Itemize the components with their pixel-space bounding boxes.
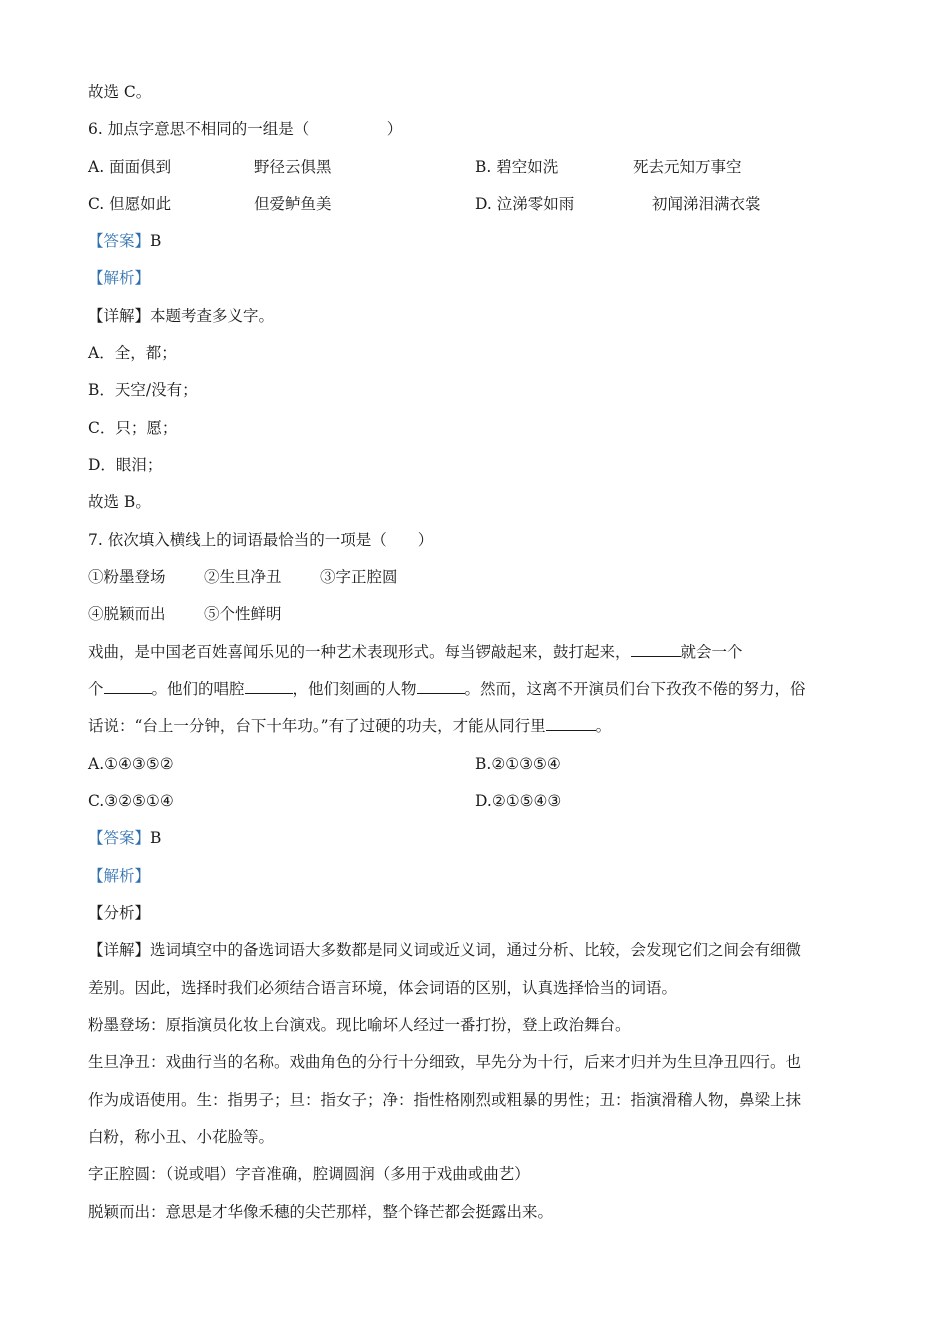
option-text: ①④③⑤②: [104, 755, 174, 773]
q7-explain-2a: 生旦净丑：戏曲行当的名称。戏曲角色的分行十分细致，早先分为十行，后来才归并为生旦净丑四行。也: [88, 1053, 802, 1071]
q7-explain-4: 脱颖而出：意思是才华像禾穗的尖芒那样，整个锋芒都会挺露出来。: [88, 1203, 554, 1221]
q6-option-a-phrase: 野径云俱黑: [254, 158, 332, 176]
passage-text: 。: [595, 717, 612, 735]
passage-text: 就会一个: [680, 643, 743, 661]
option-letter: C.: [88, 792, 105, 810]
q6-option-d-phrase: 初闻涕泪满衣裳: [652, 195, 761, 213]
q6-analysis-tag: 【解析】: [88, 269, 151, 287]
q7-option-d: [475, 791, 561, 811]
option-letter: C.: [88, 195, 105, 213]
q7-analysis-tag: 【解析】: [88, 867, 151, 885]
option-letter: D.: [475, 792, 492, 810]
q6-answer: [88, 231, 161, 251]
q6-note-c: C．只；愿；: [88, 419, 178, 437]
answer-value: B: [150, 232, 162, 250]
q7-word-3: ③字正腔圆: [320, 568, 398, 586]
q6-conclusion: 故选 B。: [88, 493, 151, 511]
passage-text: 。然而，这离不开演员们台下孜孜不倦的努力，俗: [464, 680, 806, 698]
q7-word-2: ②生旦净丑: [204, 568, 282, 586]
option-letter: B.: [475, 755, 492, 773]
q6-option-c-phrase: 但爱鲈鱼美: [254, 195, 332, 213]
option-text: 面面俱到: [109, 158, 172, 176]
option-letter: B.: [475, 158, 492, 176]
answer-tag: 【答案】: [88, 232, 151, 250]
fill-blank-3[interactable]: [245, 679, 293, 694]
fill-blank-4[interactable]: [417, 679, 465, 694]
q6-note-d: D．眼泪；: [88, 456, 163, 474]
passage-text: ，他们刻画的人物: [292, 680, 417, 698]
passage-text: 个: [88, 680, 104, 698]
answer-tag: 【答案】: [88, 829, 151, 847]
q7-explain-3: 字正腔圆：（说或唱）字音准确，腔调圆润（多用于戏曲或曲艺）: [88, 1165, 530, 1183]
q7-passage-line-2: [88, 679, 806, 699]
q7-explain-2b: 作为成语使用。生：指男子；旦：指女子；净：指性格刚烈或粗暴的男性；丑：指演滑稽人物，鼻梁上抹: [88, 1091, 802, 1109]
option-text: ②①③⑤④: [491, 755, 561, 773]
prev-conclusion: 故选 C。: [88, 83, 152, 101]
q7-option-c: [88, 791, 174, 811]
q6-note-a: A．全，都；: [88, 344, 177, 362]
option-letter: A.: [88, 755, 105, 773]
q7-detail-line-2: 差别。因此，选择时我们必须结合语言环境，体会词语的区别，认真选择恰当的词语。: [88, 979, 678, 997]
passage-text: 话说：“台上一分钟，台下十年功。”有了过硬的功夫，才能从同行里: [88, 717, 546, 735]
q7-answer: [88, 828, 161, 848]
detail-text: 选词填空中的备选词语大多数都是同义词或近义词，通过分析、比较，会发现它们之间会有细微: [150, 941, 802, 959]
q6-option-c: [88, 194, 171, 214]
option-text: 泣涕零如雨: [496, 195, 575, 213]
passage-text: 。他们的唱腔: [151, 680, 245, 698]
option-text: 碧空如洗: [496, 158, 559, 176]
q7-explain-2c: 白粉，称小丑、小花脸等。: [88, 1128, 275, 1146]
detail-text: 本题考查多义字。: [150, 307, 275, 325]
option-letter: D.: [475, 195, 492, 213]
q6-stem: 6. 加点字意思不相同的一组是（ ）: [88, 120, 403, 138]
q6-detail: [88, 306, 274, 326]
q7-passage-line-3: [88, 716, 611, 736]
option-text: ②①⑤④③: [491, 792, 562, 810]
option-text: ③②⑤①④: [104, 792, 174, 810]
fill-blank-5[interactable]: [546, 716, 596, 731]
detail-tag: 【详解】: [88, 307, 151, 325]
q6-option-b-phrase: 死去元知万事空: [633, 158, 742, 176]
option-text: 但愿如此: [109, 195, 172, 213]
q7-fenxi-tag: 【分析】: [88, 904, 151, 922]
detail-tag: 【详解】: [88, 941, 151, 959]
answer-value: B: [150, 829, 162, 847]
passage-text: 戏曲，是中国老百姓喜闻乐见的一种艺术表现形式。每当锣敲起来，鼓打起来，: [88, 643, 631, 661]
q6-option-b: [475, 157, 558, 177]
q7-word-1: ①粉墨登场: [88, 568, 166, 586]
q7-word-4: ④脱颖而出: [88, 605, 166, 623]
q7-option-a: [88, 754, 174, 774]
q7-option-b: [475, 754, 561, 774]
q6-option-a: [88, 157, 171, 177]
q7-explain-1: 粉墨登场：原指演员化妆上台演戏。现比喻坏人经过一番打扮，登上政治舞台。: [88, 1016, 631, 1034]
fill-blank-1[interactable]: [631, 642, 681, 657]
q6-note-b: B．天空/没有；: [88, 381, 198, 399]
option-letter: A.: [88, 158, 105, 176]
fill-blank-2[interactable]: [104, 679, 152, 694]
q7-word-5: ⑤个性鲜明: [204, 605, 282, 623]
q6-option-d: [475, 194, 574, 214]
q7-stem: 7. 依次填入横线上的词语最恰当的一项是（ ）: [88, 531, 434, 549]
q7-detail-line-1: [88, 940, 801, 960]
q7-passage-line-1: [88, 642, 743, 662]
